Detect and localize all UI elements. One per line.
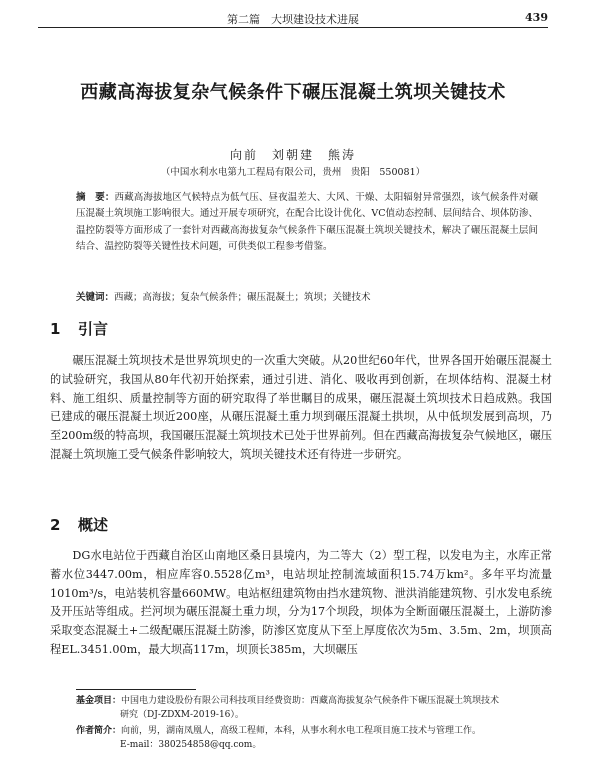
running-title: 第二篇 大坝建设技术进展: [227, 13, 359, 26]
author-line-2: E-mail：380254858@qq.com。: [120, 740, 262, 750]
footnote-author: [76, 724, 546, 752]
fund-line-2: 研究（DJ-ZDXM-2019-16）。: [120, 710, 244, 720]
footnote-rule: [76, 689, 196, 690]
header-rule: [38, 27, 548, 28]
author-line-1: 向前，男，湖南凤凰人，高级工程师，本科，从事水利水电工程项目施工技术与管理工作。: [121, 726, 482, 736]
section-heading-intro: [50, 318, 108, 339]
affiliation: （中国水利水电第九工程局有限公司，贵州 贵阳 550081）: [160, 167, 426, 178]
abstract-text: 西藏高海拔地区气候特点为低气压、昼夜温差大、大风、干燥、太阳辐射异常强烈，该气候条件对碾压混凝土筑坝施工影响很大。通过开展专项研究，在配合比设计优化、VC值动态控制、层间结合、坝体防渗、温控防裂等方面形成了一套针对西藏高海拔复杂气候条件下碾压混凝土筑坝关键技术，解决了碾压混凝土层间结合、温控防裂等关键性技术问题，可供类似工程参考借鉴。: [76, 192, 538, 253]
fund-label: 基金项目：: [76, 696, 122, 706]
keywords-text: 西藏；高海拔；复杂气候条件；碾压混凝土；筑坝；关键技术: [114, 292, 371, 303]
section-number: 2: [50, 516, 61, 534]
running-header: [38, 8, 548, 30]
section-paragraph-intro: 碾压混凝土筑坝技术是世界筑坝史的一次重大突破。从20世纪60年代，世界各国开始碾压混凝土的试验研究，我国从80年代初开始探索，通过引进、消化、吸收再到创新，在坝体结构、混凝土材料、施工组织、质量控制等方面的研究取得了举世瞩目的成果，碾压混凝土筑坝技术日趋成熟。我国已建成的碾压混凝土坝近200座，从碾压混凝土重力坝到碾压混凝土拱坝，从中低坝发展到高坝，乃至200m级的特高坝，我国碾压混凝土筑坝技术已处于世界前列。但在西藏高海拔复杂气候地区，碾压混凝土筑坝施工受气候条件影响较大，筑坝关键技术还有待进一步研究。: [50, 354, 552, 461]
authors: 向前 刘朝建 熊涛: [229, 148, 356, 162]
fund-line-1: 中国电力建设股份有限公司科技项目经费资助：西藏高海拔复杂气候条件下碾压混凝土筑坝技术: [121, 696, 500, 706]
section-title: 引言: [78, 320, 109, 338]
author-label: 作者简介：: [76, 726, 122, 736]
abstract: [76, 190, 538, 256]
section-number: 1: [50, 320, 61, 338]
section-heading-overview: [50, 514, 108, 535]
section-paragraph-overview: DG水电站位于西藏自治区山南地区桑日县境内，为二等大（2）型工程，以发电为主，水库正常蓄水位3447.00m，相应库容0.5528亿m³，电站坝址控制流域面积15.74万km²。多年平均流量1010m³/s，电站装机容量660MW。电站枢纽建筑物由挡水建筑物、泄洪消能建筑物、引水发电系统及开压站等组成。拦河坝为碾压混凝土重力坝，分为17个坝段，坝体为全断面碾压混凝土，上游防渗采取变态混凝土+二级配碾压混凝土防渗，防渗区宽度从下至上厚度依次为5m、3.5m、2m，坝顶高程EL.3451.00m，最大坝高117m，坝顶长385m，大坝碾压: [50, 549, 552, 656]
keywords-label: 关键词：: [76, 292, 115, 303]
abstract-label: 摘 要：: [76, 192, 115, 203]
paper-title: 西藏高海拔复杂气候条件下碾压混凝土筑坝关键技术: [80, 82, 506, 103]
keywords: [76, 291, 538, 305]
section-title: 概述: [78, 516, 109, 534]
footnote-fund: [76, 694, 546, 722]
page-number: 439: [525, 11, 548, 24]
